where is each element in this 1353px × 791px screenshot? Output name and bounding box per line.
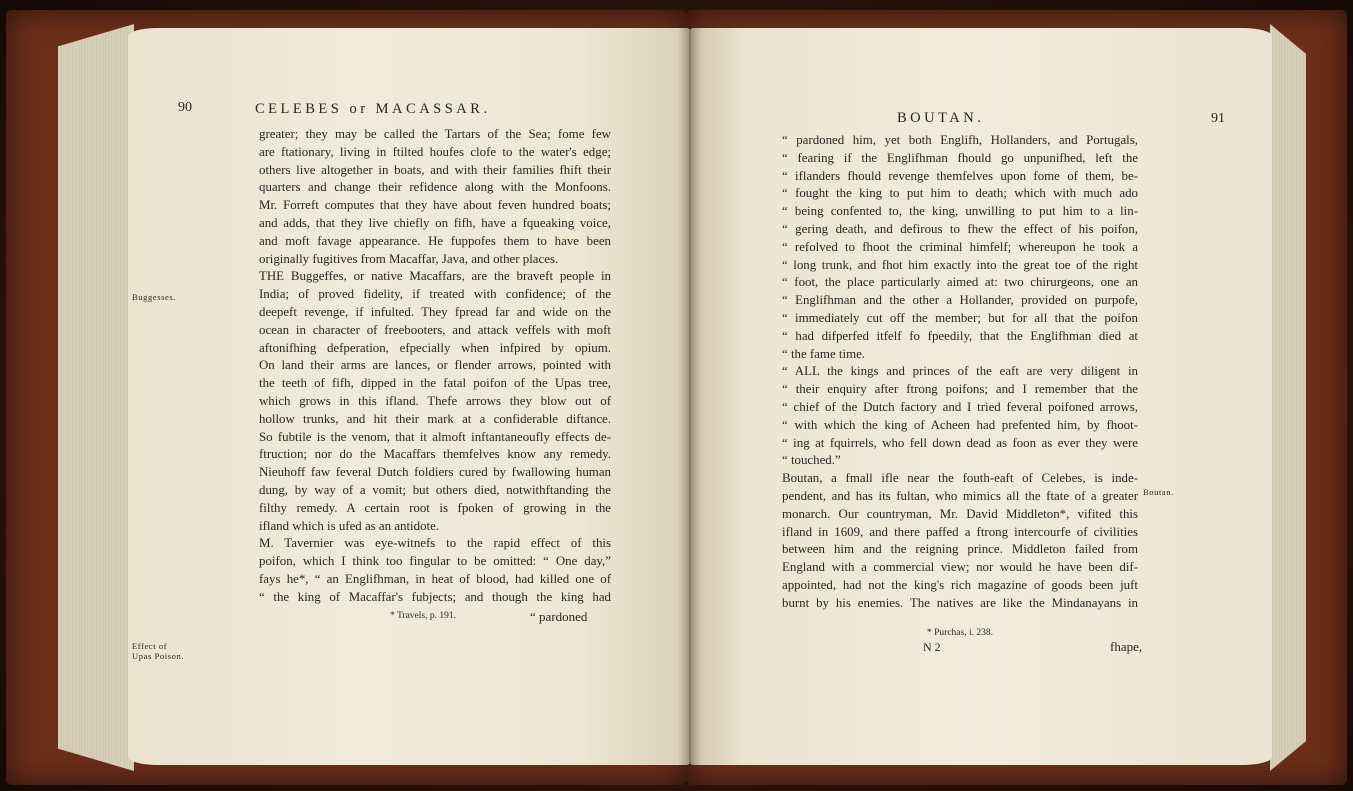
right-body-text <box>782 132 1138 613</box>
text-line: “ gering death, and defirous to fhew the effect of his poifon, <box>782 221 1138 236</box>
text-line: “ fearing if the Englifhman fhould go unpunifhed, left the <box>782 150 1138 165</box>
text-line: and adds, that they live chiefly on fifh, have a fqueaking voice, <box>259 215 611 230</box>
text-line: On land their arms are lances, or flender arrows, pointed with <box>259 358 611 373</box>
text-line: the teeth of fifh, dipped in the fatal poifon of the Upas tree, <box>259 376 611 391</box>
text-line: quarters and change their refidence along with the Monfoons. <box>259 180 611 195</box>
sidenote-effect-line2: Upas Poison. <box>132 651 185 661</box>
text-line: “ refolved to fhoot the criminal himfelf; whereupon he took a <box>782 239 1138 254</box>
text-line: deepeft revenge, if infulted. They fpread far and wide on the <box>259 304 611 319</box>
running-head: BOUTAN. <box>897 110 985 126</box>
text-line: originally fugitives from Macaffar, Java, and other places. <box>259 251 559 266</box>
text-line: “ their enquiry after ftrong poifons; and I remember that the <box>782 382 1138 397</box>
text-line: poifon, which I think too fingular to be omitted: “ One day,” <box>259 554 611 569</box>
catchword: “ pardoned <box>530 609 588 624</box>
text-line: greater; they may be called the Tartars of the Sea; fome few <box>259 127 611 141</box>
text-line: aftonifhing defperation, efpecially when infpired by opium. <box>259 340 611 355</box>
text-line: “ chief of the Dutch factory and I tried feveral poifoned arrows, <box>782 399 1138 414</box>
text-line: Nieuhoff faw feveral Dutch foldiers cured by fwallowing human <box>259 465 611 480</box>
sidenote-effect-line1: Effect of <box>132 641 168 651</box>
text-line: monarch. Our countryman, Mr. David Middleton*, vifited this <box>782 506 1138 521</box>
text-line: “ the fame time. <box>782 346 866 361</box>
text-line: “ foot, the place particularly aimed at: two chirurgeons, one an <box>782 275 1138 290</box>
text-line: “ Englifhman and the other a Hollander, provided on purpofe, <box>782 293 1138 308</box>
text-line: ftruction; nor do the Macaffars themfelves know any remedy. <box>259 447 611 462</box>
text-line: “ ALL the kings and princes of the eaft are very diligent in <box>782 364 1138 379</box>
text-line: which grows in this ifland. Thefe arrows they blow out of <box>259 393 611 408</box>
text-line: Boutan, a fmall ifle near the fouth-eaft of Celebes, is inde- <box>782 471 1138 486</box>
text-line: So fubtile is the venom, that it almoft inftantaneoufly effects de- <box>259 429 611 444</box>
text-line: “ had difperfed itfelf fo fpeedily, that the Englifhman died at <box>782 328 1138 343</box>
running-head: CELEBES or MACASSAR. <box>255 101 491 117</box>
text-line: between him and the reigning prince. Middleton failed from <box>782 542 1138 557</box>
text-line: hollow trunks, and hit their mark at a confiderable diftance. <box>259 411 611 426</box>
text-line: THE Buggeffes, or native Macaffars, are the braveft people in <box>259 269 611 284</box>
text-line: “ touched.” <box>782 453 841 468</box>
text-line: filthy remedy. A certain root is fpoken of growing in the <box>259 500 611 515</box>
text-line: ocean in character of freebooters, and attack veffels with moft <box>259 322 611 337</box>
text-line: “ immediately cut off the member; but for all that the poifon <box>782 310 1138 325</box>
text-line: others live altogether in boats, and with their families fhift their <box>259 162 611 177</box>
text-line: “ fought the king to put him to death; which with much ado <box>782 186 1138 201</box>
text-line: M. Tavernier was eye-witnefs to the rapid effect of this <box>259 536 611 551</box>
page-number: 90 <box>178 100 192 115</box>
text-line: are ftationary, living in ftilted houfes clofe to the water's edge; <box>259 144 611 159</box>
text-line: “ long trunk, and fhot him exactly into the great toe of the right <box>782 257 1138 272</box>
text-line: “ being confented to, the king, unwilling to put him to a lin- <box>782 204 1138 219</box>
text-line: “ iflanders fhould revenge themfelves upon fome of them, be- <box>782 168 1138 183</box>
footnote: * Purchas, i. 238. <box>927 628 993 638</box>
text-line: ifland which is ufed as an antidote. <box>259 518 440 533</box>
left-page-edges <box>58 24 134 771</box>
text-line: burnt by his enemies. The natives are like the Mindanayans in <box>782 595 1138 610</box>
footnote: * Travels, p. 191. <box>390 611 456 621</box>
left-body-text <box>259 126 611 607</box>
text-line: appointed, had not the king's rich magazine of goods been juft <box>782 577 1138 592</box>
text-line: “ the king of Macaffar's fubjects; and though the king had <box>259 589 611 604</box>
sidenote-buggesses: Buggesses. <box>132 292 177 302</box>
text-line: “ pardoned him, yet both Englifh, Hollanders, and Portugals, <box>782 133 1138 147</box>
book-gutter <box>678 26 702 767</box>
page-number: 91 <box>1211 111 1225 126</box>
text-line: fays he*, “ an Englifhman, in heat of blood, had killed one of <box>259 571 611 586</box>
left-page <box>128 28 690 765</box>
right-page-edges <box>1270 24 1306 771</box>
text-line: ifland in 1609, and there paffed a ftrong intercourfe of civilities <box>782 524 1138 539</box>
signature-mark: N 2 <box>923 640 941 654</box>
right-page <box>690 28 1272 765</box>
sidenote-boutan: Boutan. <box>1143 487 1174 497</box>
text-line: Mr. Forreft computes that they have about feven hundred boats; <box>259 198 611 213</box>
text-line: and moft favage appearance. He fuppofes them to have been <box>259 233 611 248</box>
text-line: “ ing at fquirrels, who fell down dead as foon as ever they were <box>782 435 1138 450</box>
text-line: pendent, and has its fultan, who mimics all the ftate of a greater <box>782 488 1138 503</box>
text-line: “ with which the king of Acheen had prefented him, by fhoot- <box>782 417 1138 432</box>
text-line: dung, by way of a vomit; but others died, notwithftanding the <box>259 482 611 497</box>
text-line: England with a commercial view; nor would he have been dif- <box>782 560 1138 575</box>
catchword: fhape, <box>1110 639 1143 654</box>
text-line: India; of proved fidelity, if treated with confidence; of the <box>259 287 611 302</box>
